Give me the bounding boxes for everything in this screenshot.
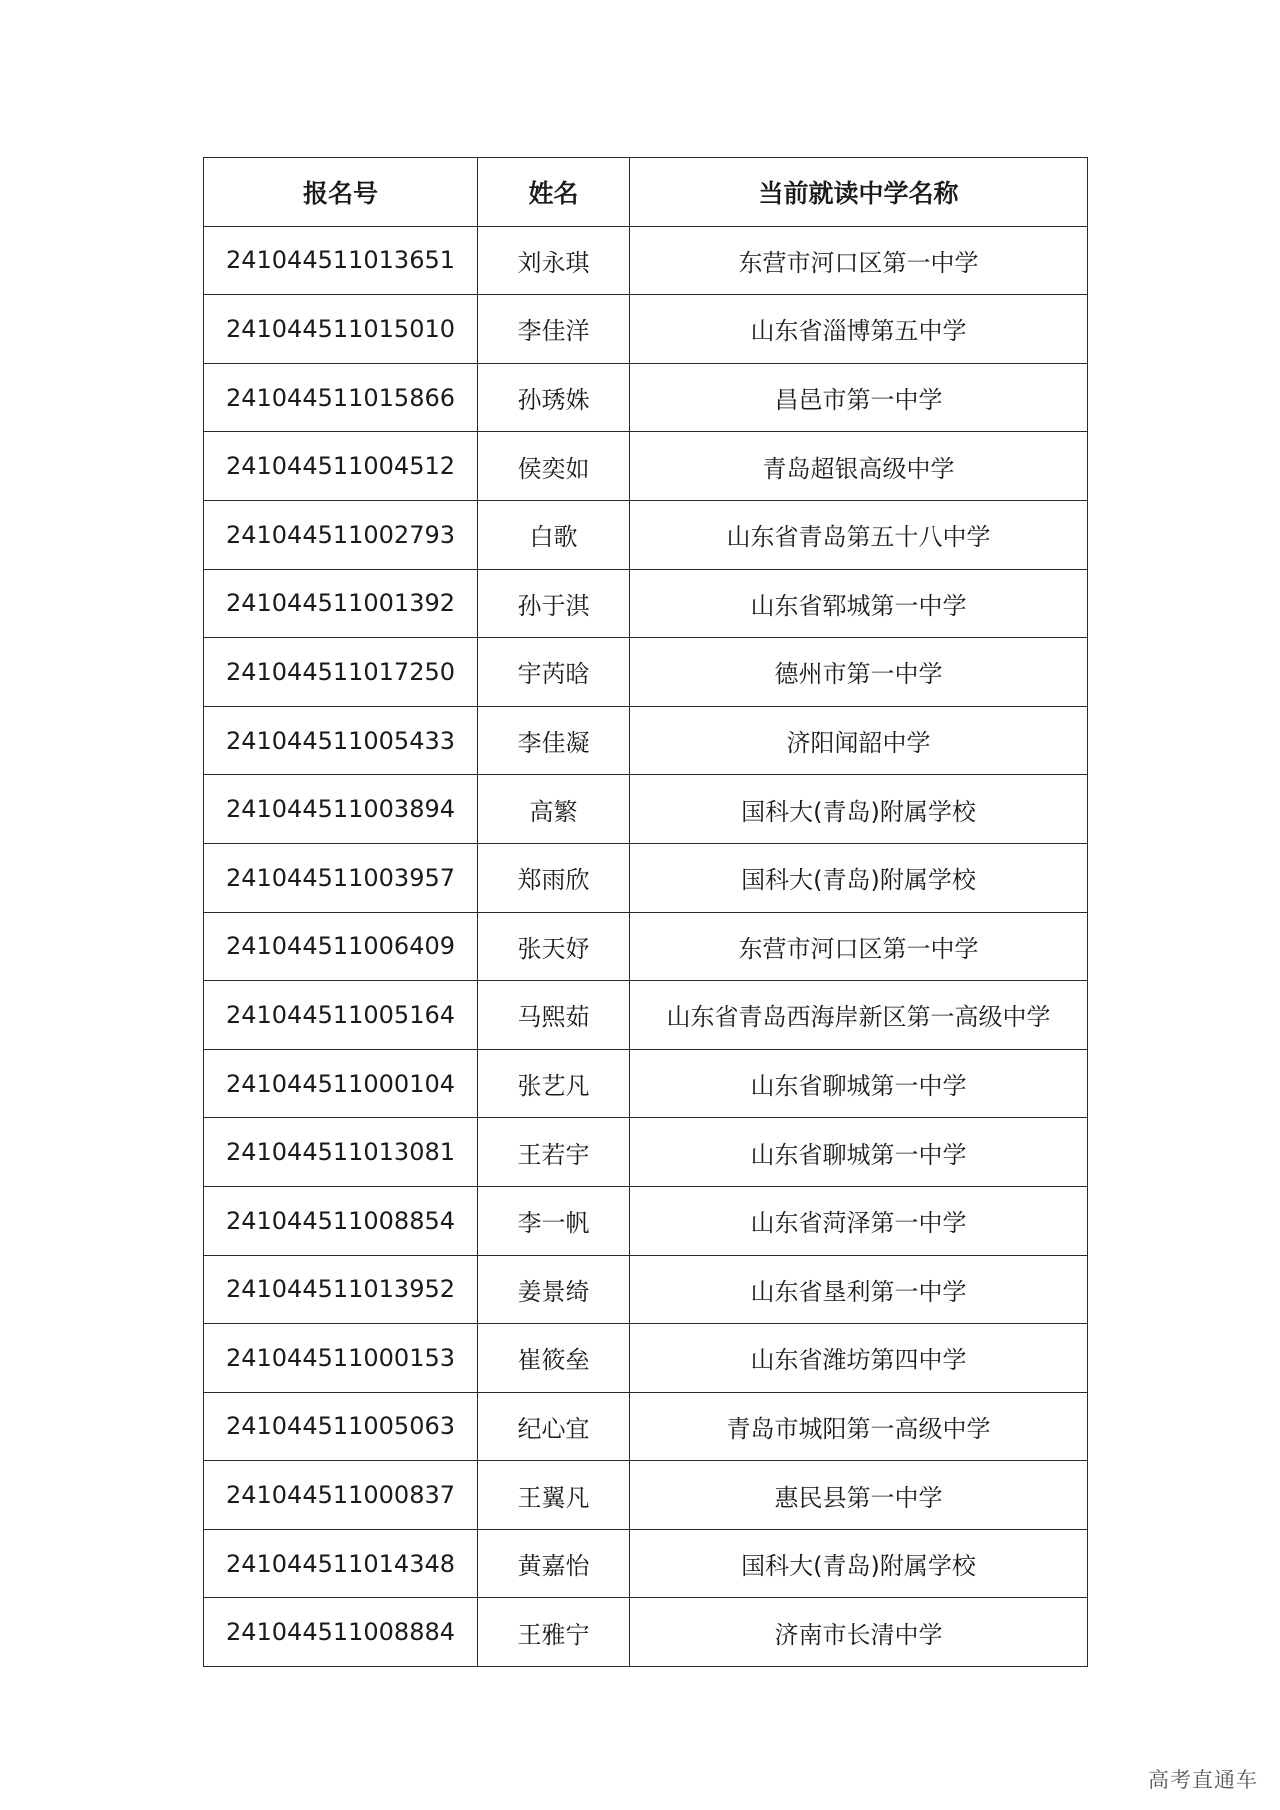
registration-number-cell: 241044511004512 bbox=[204, 432, 478, 501]
registration-number-cell: 241044511000153 bbox=[204, 1324, 478, 1393]
table-row bbox=[204, 295, 1088, 364]
registration-number-cell: 241044511000104 bbox=[204, 1049, 478, 1118]
table-row bbox=[204, 363, 1088, 432]
registration-number-cell: 241044511005063 bbox=[204, 1392, 478, 1461]
student-name-cell: 宇芮晗 bbox=[478, 638, 630, 707]
registration-number-cell: 241044511013081 bbox=[204, 1118, 478, 1187]
school-name-cell: 山东省聊城第一中学 bbox=[630, 1049, 1088, 1118]
student-name-cell: 黄嘉怡 bbox=[478, 1529, 630, 1598]
student-name-cell: 白歌 bbox=[478, 500, 630, 569]
registration-number-cell: 241044511003894 bbox=[204, 775, 478, 844]
table-row bbox=[204, 775, 1088, 844]
school-name-cell: 德州市第一中学 bbox=[630, 638, 1088, 707]
student-name-cell: 纪心宜 bbox=[478, 1392, 630, 1461]
table-header-row bbox=[204, 158, 1088, 227]
registration-number-cell: 241044511015866 bbox=[204, 363, 478, 432]
header-school: 当前就读中学名称 bbox=[630, 158, 1088, 227]
school-name-cell: 山东省淄博第五中学 bbox=[630, 295, 1088, 364]
school-name-cell: 惠民县第一中学 bbox=[630, 1461, 1088, 1530]
header-registration-number: 报名号 bbox=[204, 158, 478, 227]
school-name-cell: 山东省垦利第一中学 bbox=[630, 1255, 1088, 1324]
student-name-cell: 刘永琪 bbox=[478, 226, 630, 295]
table-row bbox=[204, 1461, 1088, 1530]
school-name-cell: 山东省青岛西海岸新区第一高级中学 bbox=[630, 981, 1088, 1050]
table-row bbox=[204, 500, 1088, 569]
school-name-cell: 东营市河口区第一中学 bbox=[630, 226, 1088, 295]
school-name-cell: 青岛超银高级中学 bbox=[630, 432, 1088, 501]
school-name-cell: 东营市河口区第一中学 bbox=[630, 912, 1088, 981]
table-row bbox=[204, 1118, 1088, 1187]
registration-number-cell: 241044511015010 bbox=[204, 295, 478, 364]
table-row bbox=[204, 432, 1088, 501]
table-row bbox=[204, 912, 1088, 981]
student-name-cell: 孙琇姝 bbox=[478, 363, 630, 432]
student-name-cell: 郑雨欣 bbox=[478, 843, 630, 912]
school-name-cell: 山东省青岛第五十八中学 bbox=[630, 500, 1088, 569]
school-name-cell: 国科大(青岛)附属学校 bbox=[630, 775, 1088, 844]
school-name-cell: 济南市长清中学 bbox=[630, 1598, 1088, 1667]
table-row bbox=[204, 843, 1088, 912]
student-name-cell: 李一帆 bbox=[478, 1186, 630, 1255]
student-name-cell: 李佳凝 bbox=[478, 706, 630, 775]
registration-number-cell: 241044511014348 bbox=[204, 1529, 478, 1598]
registration-number-cell: 241044511008854 bbox=[204, 1186, 478, 1255]
school-name-cell: 昌邑市第一中学 bbox=[630, 363, 1088, 432]
table-row bbox=[204, 1392, 1088, 1461]
student-name-cell: 李佳洋 bbox=[478, 295, 630, 364]
student-name-cell: 高繁 bbox=[478, 775, 630, 844]
header-name: 姓名 bbox=[478, 158, 630, 227]
registration-number-cell: 241044511013651 bbox=[204, 226, 478, 295]
student-name-cell: 王若宇 bbox=[478, 1118, 630, 1187]
student-name-cell: 张天妤 bbox=[478, 912, 630, 981]
student-name-cell: 张艺凡 bbox=[478, 1049, 630, 1118]
student-name-cell: 王雅宁 bbox=[478, 1598, 630, 1667]
registration-number-cell: 241044511017250 bbox=[204, 638, 478, 707]
table-row bbox=[204, 569, 1088, 638]
watermark-text: 高考直通车 bbox=[1148, 1768, 1258, 1792]
registration-number-cell: 241044511000837 bbox=[204, 1461, 478, 1530]
student-name-cell: 马熙茹 bbox=[478, 981, 630, 1050]
registration-number-cell: 241044511005164 bbox=[204, 981, 478, 1050]
table-row bbox=[204, 1186, 1088, 1255]
registration-number-cell: 241044511003957 bbox=[204, 843, 478, 912]
school-name-cell: 山东省聊城第一中学 bbox=[630, 1118, 1088, 1187]
table-row bbox=[204, 981, 1088, 1050]
table-row bbox=[204, 706, 1088, 775]
school-name-cell: 山东省潍坊第四中学 bbox=[630, 1324, 1088, 1393]
table-row bbox=[204, 638, 1088, 707]
student-name-cell: 孙于淇 bbox=[478, 569, 630, 638]
school-name-cell: 山东省菏泽第一中学 bbox=[630, 1186, 1088, 1255]
table-row bbox=[204, 1529, 1088, 1598]
registration-number-cell: 241044511008884 bbox=[204, 1598, 478, 1667]
table-row bbox=[204, 1049, 1088, 1118]
registration-number-cell: 241044511013952 bbox=[204, 1255, 478, 1324]
school-name-cell: 青岛市城阳第一高级中学 bbox=[630, 1392, 1088, 1461]
registration-number-cell: 241044511005433 bbox=[204, 706, 478, 775]
student-name-cell: 姜景绮 bbox=[478, 1255, 630, 1324]
school-name-cell: 山东省郓城第一中学 bbox=[630, 569, 1088, 638]
registration-number-cell: 241044511002793 bbox=[204, 500, 478, 569]
registration-number-cell: 241044511006409 bbox=[204, 912, 478, 981]
table-row bbox=[204, 1598, 1088, 1667]
student-name-cell: 侯奕如 bbox=[478, 432, 630, 501]
student-name-cell: 崔筱垒 bbox=[478, 1324, 630, 1393]
registration-number-cell: 241044511001392 bbox=[204, 569, 478, 638]
table-row bbox=[204, 1324, 1088, 1393]
school-name-cell: 国科大(青岛)附属学校 bbox=[630, 1529, 1088, 1598]
roster-table bbox=[203, 157, 1088, 1667]
table-row bbox=[204, 1255, 1088, 1324]
student-name-cell: 王翼凡 bbox=[478, 1461, 630, 1530]
school-name-cell: 济阳闻韶中学 bbox=[630, 706, 1088, 775]
school-name-cell: 国科大(青岛)附属学校 bbox=[630, 843, 1088, 912]
table-row bbox=[204, 226, 1088, 295]
